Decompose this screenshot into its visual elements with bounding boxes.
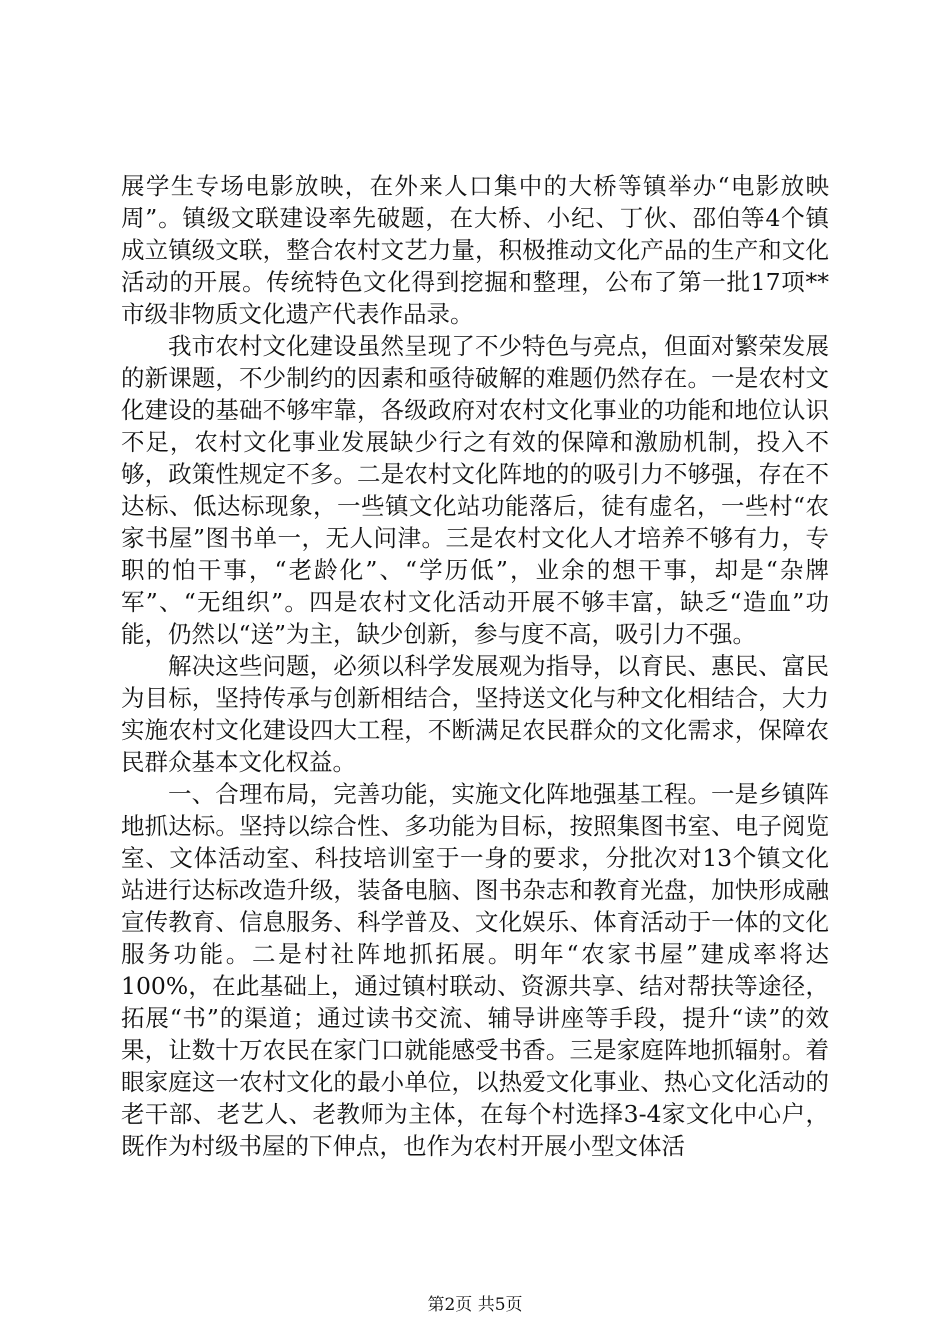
document-body [121, 170, 829, 1162]
paragraph-1: 展学生专场电影放映，在外来人口集中的大桥等镇举办“电影放映周”。镇级文联建设率先破题，在大桥、小纪、丁伙、邵伯等4个镇成立镇级文联，整合农村文艺力量，积极推动文化产品的生产和文化活动的开展。传统特色文化得到挖掘和整理，公布了第一批17项**市级非物质文化遗产代表作品录。 [121, 172, 829, 328]
page-number-footer: 第2页 共5页 [427, 1295, 523, 1315]
paragraph-3: 解决这些问题，必须以科学发展观为指导，以育民、惠民、富民为目标，坚持传承与创新相结合，坚持送文化与种文化相结合，大力实施农村文化建设四大工程，不断满足农民群众的文化需求，保障农民群众基本文化权益。 [121, 652, 829, 776]
paragraph-4: 一、合理布局，完善功能，实施文化阵地强基工程。一是乡镇阵地抓达标。坚持以综合性、多功能为目标，按照集图书室、电子阅览室、文体活动室、科技培训室于一身的要求，分批次对13个镇文化站进行达标改造升级，装备电脑、图书杂志和教育光盘，加快形成融宣传教育、信息服务、科学普及、文化娱乐、体育活动于一体的文化服务功能。二是村社阵地抓拓展。明年“农家书屋”建成率将达100%，在此基础上，通过镇村联动、资源共享、结对帮扶等途径，拓展“书”的渠道；通过读书交流、辅导讲座等手段，提升“读”的效果，让数十万农民在家门口就能感受书香。三是家庭阵地抓辐射。着眼家庭这一农村文化的最小单位，以热爱文化事业、热心文化活动的老干部、老艺人、老教师为主体，在每个村选择3-4家文化中心户，既作为村级书屋的下伸点，也作为农村开展小型文体活 [121, 780, 829, 1160]
paragraph-2: 我市农村文化建设虽然呈现了不少特色与亮点，但面对繁荣发展的新课题，不少制约的因素和亟待破解的难题仍然存在。一是农村文化建设的基础不够牢靠，各级政府对农村文化事业的功能和地位认识不足，农村文化事业发展缺少行之有效的保障和激励机制，投入不够，政策性规定不多。二是农村文化阵地的的吸引力不够强，存在不达标、低达标现象，一些镇文化站功能落后，徒有虚名，一些村“农家书屋”图书单一，无人问津。三是农村文化人才培养不够有力，专职的怕干事，“老龄化”、“学历低”，业余的想干事，却是“杂牌军”、“无组织”。四是农村文化活动开展不够丰富，缺乏“造血”功能，仍然以“送”为主，缺少创新，参与度不高，吸引力不强。 [121, 332, 829, 648]
